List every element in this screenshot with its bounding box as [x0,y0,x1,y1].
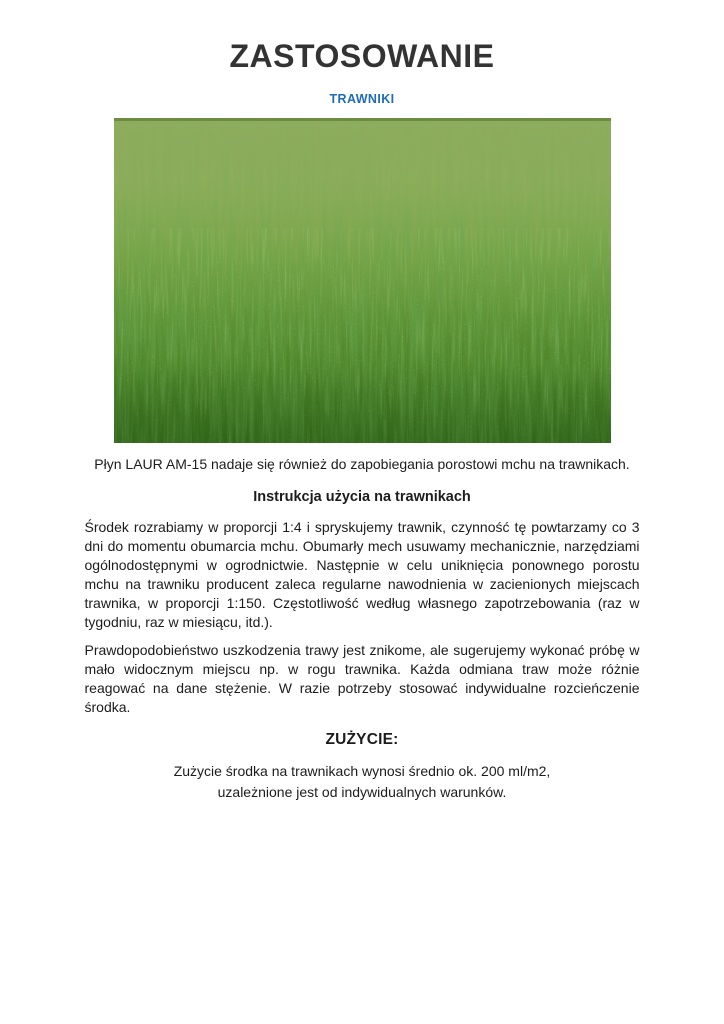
instructions-paragraph-2: Prawdopodobieństwo uszkodzenia trawy jest znikome, ale sugerujemy wykonać próbę w mało widocznym miejscu np. w rogu trawnika. Każda odmiana traw może różnie reagować na dane stężenie. W razie potrzeby stosować indywidualne rozcieńczenie środka. [84,642,640,715]
section-subtitle: TRAWNIKI [329,92,395,106]
usage-heading: ZUŻYCIE: [325,731,399,748]
usage-line-1: Zużycie środka na trawnikach wynosi średnio ok. 200 ml/m2, [173,763,551,779]
usage-line-2: uzależnione jest od indywidualnych warunków. [217,784,507,800]
usage-note [0,761,724,803]
instructions-paragraph-1: Środek rozrabiamy w proporcji 1:4 i spryskujemy trawnik, czynność tę powtarzamy co 3 dni do momentu obumarcia mchu. Obumarły mech usuwamy mechanicznie, narzędziami ogólnodostępnymi w ogrodnictwie. Następnie w celu uniknięcia ponownego porostu mchu na trawniku producent zaleca regularne nawodnienia w zacienionych miejscach trawnika, w proporcji 1:150. Częstotliwość według własnego zapotrzebowania (raz w tygodniu, raz w miesiącu, itd.). [84,519,640,630]
lawn-photo [114,118,611,443]
instructions-heading: Instrukcja użycia na trawnikach [253,489,471,505]
photo-caption: Płyn LAUR AM-15 nadaje się również do zapobiegania porostowi mchu na trawnikach. [94,456,630,472]
page-title: ZASTOSOWANIE [229,38,495,74]
